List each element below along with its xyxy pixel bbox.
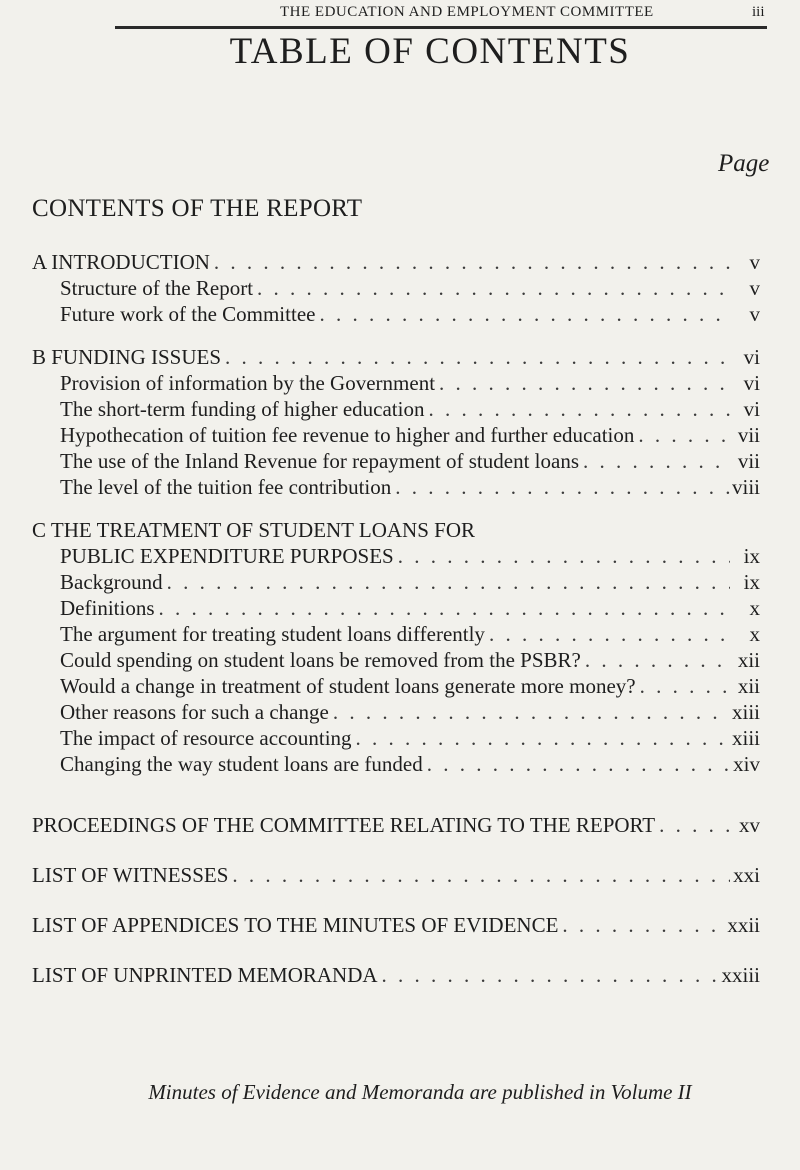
toc-page-number: x bbox=[749, 596, 760, 620]
toc-entry[interactable] bbox=[60, 749, 760, 779]
toc-section-title: LIST OF WITNESSES bbox=[32, 863, 229, 887]
toc-list-of-appendices[interactable] bbox=[32, 910, 760, 940]
toc-page-number: v bbox=[749, 302, 760, 326]
toc-page-number: v bbox=[749, 276, 760, 300]
toc-entry-text: The use of the Inland Revenue for repayment of student loans bbox=[60, 449, 580, 473]
dot-leader bbox=[315, 299, 730, 329]
toc-entry-text: Future work of the Committee bbox=[60, 302, 316, 326]
toc-page-number: ix bbox=[743, 544, 760, 568]
contents-heading: CONTENTS OF THE REPORT bbox=[32, 195, 363, 222]
toc-page-number: xxi bbox=[733, 863, 760, 887]
dot-leader bbox=[655, 810, 730, 840]
toc-list-of-witnesses[interactable] bbox=[32, 860, 760, 890]
dot-leader bbox=[558, 910, 727, 940]
toc-entry-text: Background bbox=[60, 570, 163, 594]
toc-page-number: xii bbox=[737, 674, 760, 698]
dot-leader bbox=[378, 960, 722, 990]
dot-leader bbox=[391, 472, 730, 502]
dot-leader bbox=[228, 860, 730, 890]
toc-page-number: v bbox=[749, 250, 760, 274]
toc-page-number: xxiii bbox=[721, 963, 760, 987]
page-column-label: Page bbox=[718, 150, 770, 177]
toc-page-number: vi bbox=[743, 345, 760, 369]
toc-section-title: A INTRODUCTION bbox=[32, 250, 210, 274]
page-title: TABLE OF CONTENTS bbox=[229, 31, 631, 72]
toc-entry-text: The impact of resource accounting bbox=[60, 726, 352, 750]
toc-entry-text: Provision of information by the Government bbox=[60, 371, 436, 395]
toc-section-title: PROCEEDINGS OF THE COMMITTEE RELATING TO THE REPORT bbox=[32, 813, 656, 837]
toc-list-of-unprinted-memoranda[interactable] bbox=[32, 960, 760, 990]
toc-page-number: vi bbox=[743, 371, 760, 395]
toc-page-number: xiv bbox=[733, 752, 760, 776]
running-head-page-number: iii bbox=[752, 4, 765, 20]
running-head-title: THE EDUCATION AND EMPLOYMENT COMMITTEE bbox=[280, 4, 654, 20]
toc-section-title: LIST OF UNPRINTED MEMORANDA bbox=[32, 963, 378, 987]
toc-page-number: ix bbox=[743, 570, 760, 594]
toc-page-number: viii bbox=[731, 475, 760, 499]
toc-entry-text: Could spending on student loans be removed from the PSBR? bbox=[60, 648, 581, 672]
toc-entry-text: Would a change in treatment of student loans generate more money? bbox=[60, 674, 636, 698]
toc-section-title: LIST OF APPENDICES TO THE MINUTES OF EVIDENCE bbox=[32, 913, 559, 937]
footer-note: Minutes of Evidence and Memoranda are published in Volume II bbox=[148, 1080, 692, 1104]
toc-page-number: vi bbox=[743, 397, 760, 421]
toc-section-title: PUBLIC EXPENDITURE PURPOSES bbox=[60, 544, 394, 568]
toc-page-number: xiii bbox=[731, 726, 760, 750]
toc-section-c-title-line1[interactable]: C THE TREATMENT OF STUDENT LOANS FOR bbox=[32, 518, 475, 542]
toc-page-number: xxii bbox=[727, 913, 760, 937]
dot-leader bbox=[423, 749, 730, 779]
toc-page-number: xii bbox=[737, 648, 760, 672]
running-head bbox=[0, 4, 800, 26]
header-rule bbox=[115, 26, 767, 29]
toc-entry-text: Definitions bbox=[60, 596, 155, 620]
toc-entry-text: Structure of the Report bbox=[60, 276, 254, 300]
toc-entry-text: The argument for treating student loans differently bbox=[60, 622, 485, 646]
toc-proceedings[interactable] bbox=[32, 810, 760, 840]
toc-page-number: vii bbox=[737, 449, 760, 473]
toc-entry-text: Hypothecation of tuition fee revenue to higher and further education bbox=[60, 423, 635, 447]
toc-entry-text: The short-term funding of higher education bbox=[60, 397, 425, 421]
toc-section-title: B FUNDING ISSUES bbox=[32, 345, 222, 369]
toc-page-number: vii bbox=[737, 423, 760, 447]
toc-entry[interactable] bbox=[60, 299, 760, 329]
toc-page-number: xv bbox=[739, 813, 760, 837]
toc-entry-text: Changing the way student loans are funded bbox=[60, 752, 423, 776]
toc-page-number: xiii bbox=[731, 700, 760, 724]
toc-entry-text: Other reasons for such a change bbox=[60, 700, 329, 724]
toc-entry[interactable] bbox=[60, 472, 760, 502]
toc-entry-text: The level of the tuition fee contribution bbox=[60, 475, 392, 499]
toc-page-number: x bbox=[749, 622, 760, 646]
